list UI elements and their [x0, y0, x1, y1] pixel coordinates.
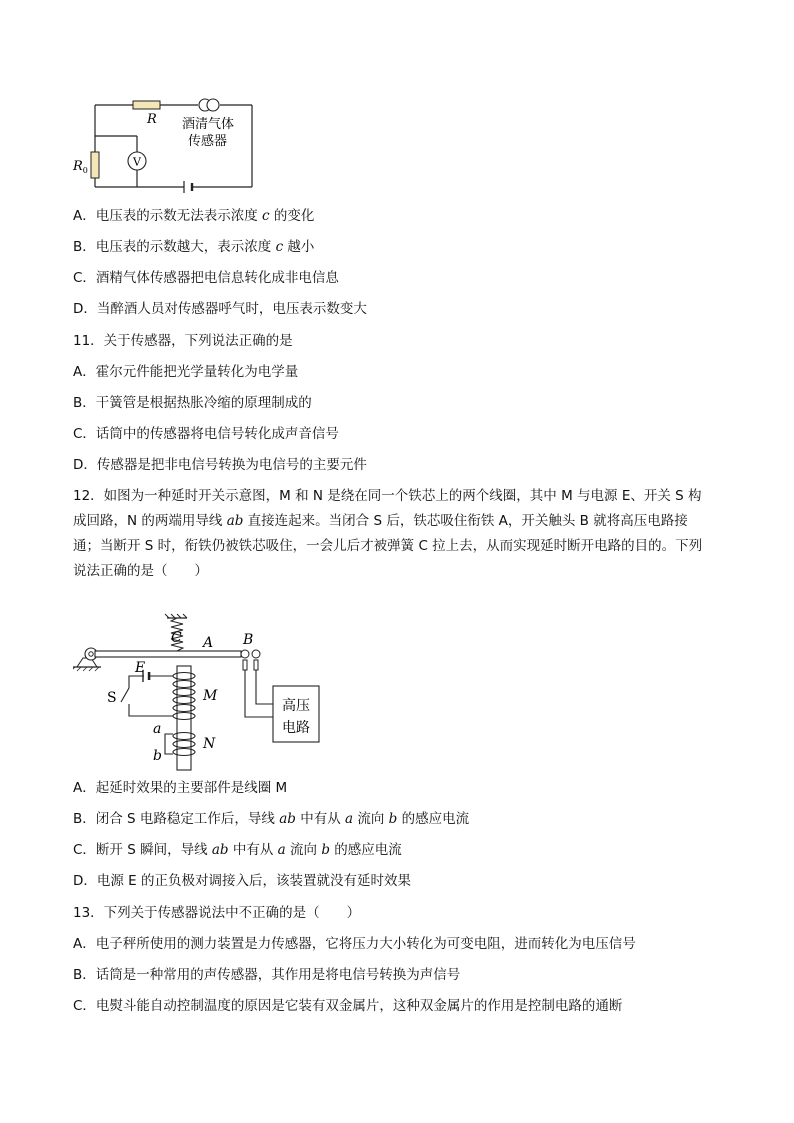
q10-option-d: D．当醉酒人员对传感器呼气时，电压表示数变大 — [73, 301, 367, 317]
q13-option-a: A．电子秤所使用的测力装置是力传感器，它将压力大小转化为可变电阻，进而转化为电压信号 — [73, 936, 636, 952]
q10-option-a: A．电压表的示数无法表示浓度 c 的变化 — [73, 208, 315, 224]
svg-text:B: B — [243, 632, 254, 648]
svg-text:A: A — [203, 635, 214, 651]
svg-text:V: V — [133, 155, 141, 169]
resistor-r — [133, 101, 160, 109]
q11-option-b: B．干簧管是根据热胀冷缩的原理制成的 — [73, 395, 312, 411]
sensor-label-2: 传感器 — [188, 134, 228, 149]
svg-text:b: b — [153, 748, 162, 764]
iron-core — [177, 666, 191, 770]
svg-text:E: E — [135, 660, 146, 676]
q13-option-b: B．话筒是一种常用的声传感器，其作用是将电信号转换为声信号 — [73, 967, 461, 983]
svg-text:高压: 高压 — [282, 698, 310, 714]
switch-s-icon — [121, 688, 129, 704]
q13-stem: 13．下列关于传感器说法中不正确的是（ ） — [73, 905, 361, 921]
svg-text:N: N — [203, 736, 216, 752]
label-r: R — [147, 112, 157, 127]
label-r0: $R_0$ — [73, 159, 88, 175]
svg-text:C: C — [171, 630, 182, 646]
resistor-r0 — [91, 152, 99, 178]
battery-icon — [184, 181, 192, 193]
q10-option-b: B．电压表的示数越大，表示浓度 c 越小 — [73, 239, 315, 255]
q11-stem: 11．关于传感器，下列说法正确的是 — [73, 333, 293, 349]
contact-b-icon — [241, 650, 260, 670]
q11-option-c: C．话筒中的传感器将电信号转化成声音信号 — [73, 426, 339, 442]
q12-option-d: D．电源 E 的正负极对调接入后，该装置就没有延时效果 — [73, 873, 412, 889]
svg-text:M: M — [203, 688, 218, 704]
svg-text:电路: 电路 — [282, 720, 310, 736]
q11-option-d: D．传感器是把非电信号转换为电信号的主要元件 — [73, 457, 367, 473]
wire-ab — [165, 734, 173, 754]
q10-option-c: C．酒精气体传感器把电信息转化成非电信息 — [73, 270, 339, 286]
circuit-figure-alcohol-sensor — [70, 92, 270, 197]
q12-option-c: C．断开 S 瞬间，导线 ab 中有从 a 流向 b 的感应电流 — [73, 842, 402, 858]
svg-text:a: a — [153, 721, 162, 737]
alcohol-sensor-icon — [199, 99, 219, 111]
q12-stem: 12．如图为一种延时开关示意图，M 和 N 是绕在同一个铁芯上的两个线圈，其中 M 与电源 E、开关 S 构 成回路，N 的两端用导线 ab 直接连起来。当闭合 S 后，铁芯吸住衔铁 A，开关触头 B 就将高压电路接 通；当断开 S 时，衔铁仍被铁芯吸住，一会儿后才被弹簧 C 拉上去，从而实现延时断开电路的目的。下列 说法正确的是（ ） — [73, 488, 703, 579]
q13-option-c: C．电熨斗能自动控制温度的原因是它装有双金属片，这种双金属片的作用是控制电路的通断 — [73, 998, 623, 1014]
svg-text:S: S — [107, 690, 117, 706]
q12-option-a: A．起延时效果的主要部件是线圈 M — [73, 780, 288, 796]
q12-option-b: B．闭合 S 电路稳定工作后，导线 ab 中有从 a 流向 b 的感应电流 — [73, 811, 470, 827]
q11-option-a: A．霍尔元件能把光学量转化为电学量 — [73, 364, 299, 380]
sensor-label-1: 酒清气体 — [182, 117, 235, 132]
armature-lever — [95, 651, 241, 657]
delay-switch-figure — [73, 612, 333, 772]
coil-m-icon — [173, 673, 195, 720]
